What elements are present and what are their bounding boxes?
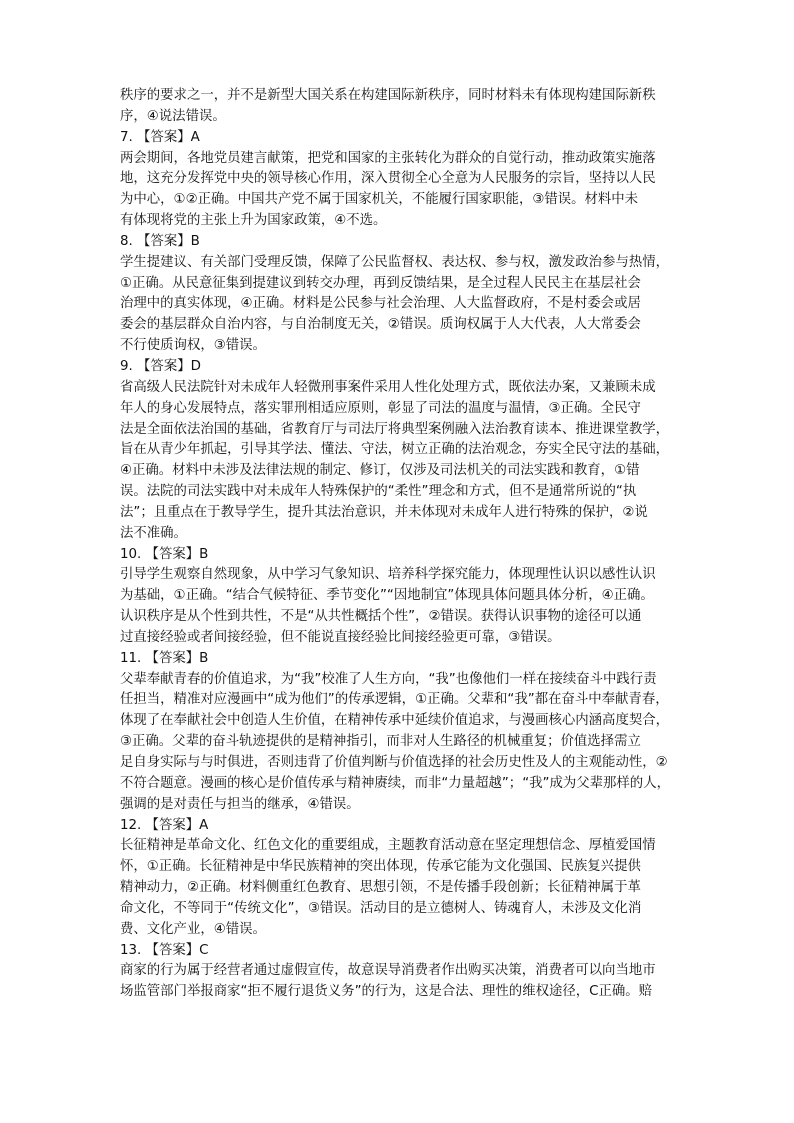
text-line: 法”；且重点在于教导学生，提升其法治意识，并未体现对未成年人进行特殊的保护，②说	[120, 504, 648, 520]
explanation-paragraph	[120, 670, 684, 816]
text-line: 精神动力，②正确。材料侧重红色教育、思想引领，不是传播手段创新；长征精神属于革	[120, 880, 641, 896]
text-line: ④正确。材料中未涉及法律法规的制定、修订，仅涉及司法机关的司法实践和教育，①错	[120, 463, 640, 479]
text-line: 有体现将党的主张上升为国家政策，④不选。	[120, 213, 387, 229]
text-line: 命文化，不等同于“传统文化”，③错误。活动目的是立德树人、铸魂育人，未涉及文化消	[120, 900, 642, 916]
text-line: 法不准确。	[120, 525, 187, 541]
answer-heading	[120, 545, 684, 566]
explanation-paragraph	[120, 378, 684, 545]
text-line: 7. 【答案】A	[120, 129, 200, 145]
answer-heading	[120, 357, 684, 378]
text-line: 12. 【答案】A	[120, 817, 209, 833]
text-line: 委会的基层群众自治内容，与自治制度无关，②错误。质询权属于人大代表，人大常委会	[120, 317, 641, 333]
text-line: 体现了在奉献社会中创造人生价值，在精神传承中延续价值追求，与漫画核心内涵高度契合，	[120, 713, 670, 729]
text-line: 治理中的真实体现，④正确。材料是公民参与社会治理、人大监督政府，不是村委会或居	[120, 296, 641, 312]
explanation-paragraph	[120, 565, 684, 648]
text-line: 旨在从青少年抓起，引导其学法、懂法、守法，树立正确的法治观念，夯实全民守法的基础，	[120, 442, 670, 458]
text-line: 8. 【答案】B	[120, 233, 200, 249]
text-line: 9. 【答案】D	[120, 358, 201, 374]
text-line: 不行使质询权，③错误。	[120, 338, 266, 354]
explanation-paragraph	[120, 961, 684, 1003]
text-line: 怀，①正确。长征精神是中华民族精神的突出体现，传承它能为文化强国、民族复兴提供	[120, 859, 641, 875]
text-line: 地，这充分发挥党中央的领导核心作用，深入贯彻全心全意为人民服务的宗旨，坚持以人民	[120, 171, 656, 187]
text-line: ③正确。父辈的奋斗轨迹提供的是精神指引，而非对人生路径的机械重复；价值选择需立	[120, 734, 641, 750]
explanation-paragraph	[120, 253, 684, 357]
text-line: 学生提建议、有关部门受理反馈，保障了公民监督权、表达权、参与权，激发政治参与热情，	[120, 254, 670, 270]
text-line: 长征精神是革命文化、红色文化的重要组成，主题教育活动意在坚定理想信念、厚植爱国情	[120, 838, 656, 854]
text-line: 任担当，精准对应漫画中“成为他们”的传承逻辑，①正确。父辈和“我”都在奋斗中奉献青春，	[120, 692, 669, 708]
text-line: 为中心，①②正确。中国共产党不属于国家机关，不能履行国家职能，③错误。材料中未	[120, 192, 639, 208]
text-line: 引导学生观察自然现象，从中学习气象知识、培养科学探究能力，体现理性认识以感性认识	[120, 567, 656, 583]
text-line: 省高级人民法院针对未成年人轻微刑事案件采用人性化处理方式，既依法办案，又兼顾未成	[120, 379, 656, 395]
answer-heading	[120, 128, 684, 149]
text-line: 父辈奉献青春的价值追求，为“我”校准了人生方向，“我”也像他们一样在接续奋斗中践行责	[120, 671, 657, 687]
text-line: 年人的身心发展特点，落实罪刑相适应原则，彰显了司法的温度与温情，③正确。全民守	[120, 400, 641, 416]
text-line: 为基础，①正确。“结合气候特征、季节变化”“因地制宜”体现具体问题具体分析，④正确。	[120, 588, 654, 604]
answer-heading	[120, 649, 684, 670]
text-line: 序，④说法错误。	[120, 108, 226, 124]
text-line: 足自身实际与与时俱进，否则违背了价值判断与价值选择的社会历史性及人的主观能动性，②	[120, 755, 668, 770]
explanation-paragraph	[120, 149, 684, 232]
text-line: 10. 【答案】B	[120, 546, 209, 562]
text-line: 13. 【答案】C	[120, 942, 209, 958]
answer-heading	[120, 816, 684, 837]
text-line: 费、文化产业，④错误。	[120, 921, 266, 937]
text-line: 场监管部门举报商家“拒不履行退货义务”的行为，这是合法、理性的维权途径，C正确。赔	[120, 984, 653, 1000]
explanation-paragraph	[120, 836, 684, 940]
text-line: 不符合题意。漫画的核心是价值传承与精神赓续，而非“力量超越”；“我”成为父辈那样的人，	[120, 775, 670, 791]
text-line: 误。法院的司法实践中对未成年人特殊保护的“柔性”理念和方式，但不是通常所说的“执	[120, 484, 637, 500]
text-line: 11. 【答案】B	[120, 650, 209, 666]
text-line: 商家的行为属于经营者通过虚假宣传，故意误导消费者作出购买决策，消费者可以向当地市	[120, 963, 656, 979]
answer-heading	[120, 232, 684, 253]
text-line: 法是全面依法治国的基础，省教育厅与司法厅将典型案例融入法治教育读本、推进课堂教学，	[120, 421, 670, 437]
answer-heading	[120, 941, 684, 962]
text-line: 秩序的要求之一，并不是新型大国关系在构建国际新秩序，同时材料未有体现构建国际新秩	[120, 88, 656, 103]
text-line: ①正确。从民意征集到提建议到转交办理，再到反馈结果，是全过程人民民主在基层社会	[120, 275, 641, 291]
text-line: 两会期间，各地党员建言献策，把党和国家的主张转化为群众的自觉行动，推动政策实施落	[120, 150, 656, 166]
text-line: 过直接经验或者间接经验，但不能说直接经验比间接经验更可靠，③错误。	[120, 629, 561, 645]
answer-explanations	[120, 86, 684, 1003]
explanation-paragraph	[120, 86, 684, 128]
text-line: 强调的是对责任与担当的继承，④错误。	[120, 796, 360, 812]
text-line: 认识秩序是从个性到共性，不是“从共性概括个性”，②错误。获得认识事物的途径可以通	[120, 609, 642, 625]
